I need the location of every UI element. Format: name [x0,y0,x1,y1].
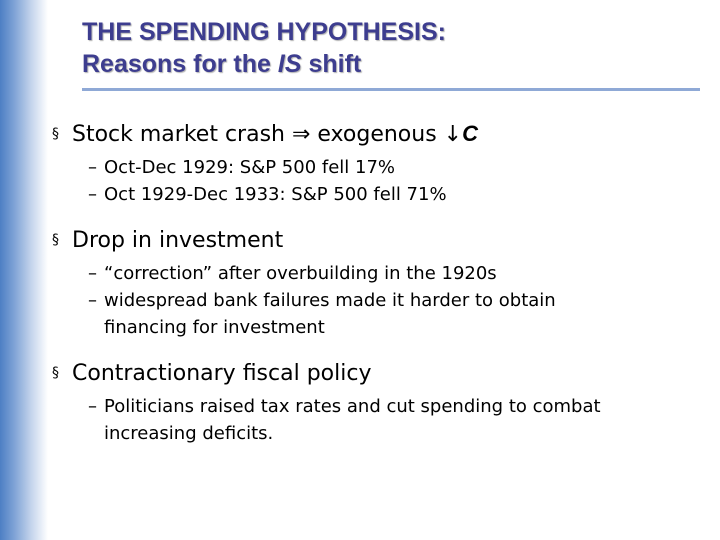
title-line-2 [82,48,446,80]
dash-marker: – [88,157,97,178]
bullet-group-investment [52,226,702,341]
bullet-marker-icon: § [52,232,59,248]
bullet-stock-crash [52,119,702,152]
bullet-text: Drop in investment [72,228,284,253]
implies-symbol: ⇒ [291,122,311,147]
sub-item [88,393,702,447]
bullet-drop-in-investment [52,226,702,258]
dash-marker: – [88,263,97,284]
dash-marker: – [88,184,97,205]
bullet-text-part1: Stock market crash [72,122,292,147]
bullet-fiscal-policy [52,359,702,391]
sub-item-text: Oct-Dec 1929: S&P 500 fell 17% [104,157,396,178]
sub-list [88,154,702,208]
sub-item [88,181,702,208]
title-is-italic: IS [277,50,302,78]
title-line-2-prefix: Reasons for the [82,50,278,78]
sub-item-text: widespread bank failures made it harder to obtain financing for investment [104,290,556,338]
title-underline-rule [82,88,700,91]
bullet-group-fiscal [52,359,702,447]
title-line-1: THE SPENDING HYPOTHESIS: [82,18,446,46]
dash-marker: – [88,396,97,417]
sub-list [88,393,702,447]
title-line-2-suffix: shift [301,50,362,78]
sub-item [88,260,702,287]
bullet-marker-icon: § [52,126,59,142]
bullet-text [72,119,478,150]
decorative-side-band [0,0,48,540]
sub-item [88,154,702,181]
consumption-variable: C [462,121,478,146]
sub-item-text: “correction” after overbuilding in the 1920s [104,263,497,284]
sub-item [88,287,702,341]
bullet-text: Contractionary fiscal policy [72,361,372,386]
bullet-group-stock-crash [52,119,702,208]
down-arrow-icon: ↓ [443,122,463,147]
slide-body [52,119,702,465]
dash-marker: – [88,290,97,311]
bullet-marker-icon: § [52,365,59,381]
bullet-text-part2: exogenous [310,122,444,147]
sub-list [88,260,702,341]
sub-item-text: Oct 1929-Dec 1933: S&P 500 fell 71% [104,184,447,205]
slide-title [82,16,446,80]
sub-item-text: Politicians raised tax rates and cut spending to combat increasing deficits. [104,396,601,444]
